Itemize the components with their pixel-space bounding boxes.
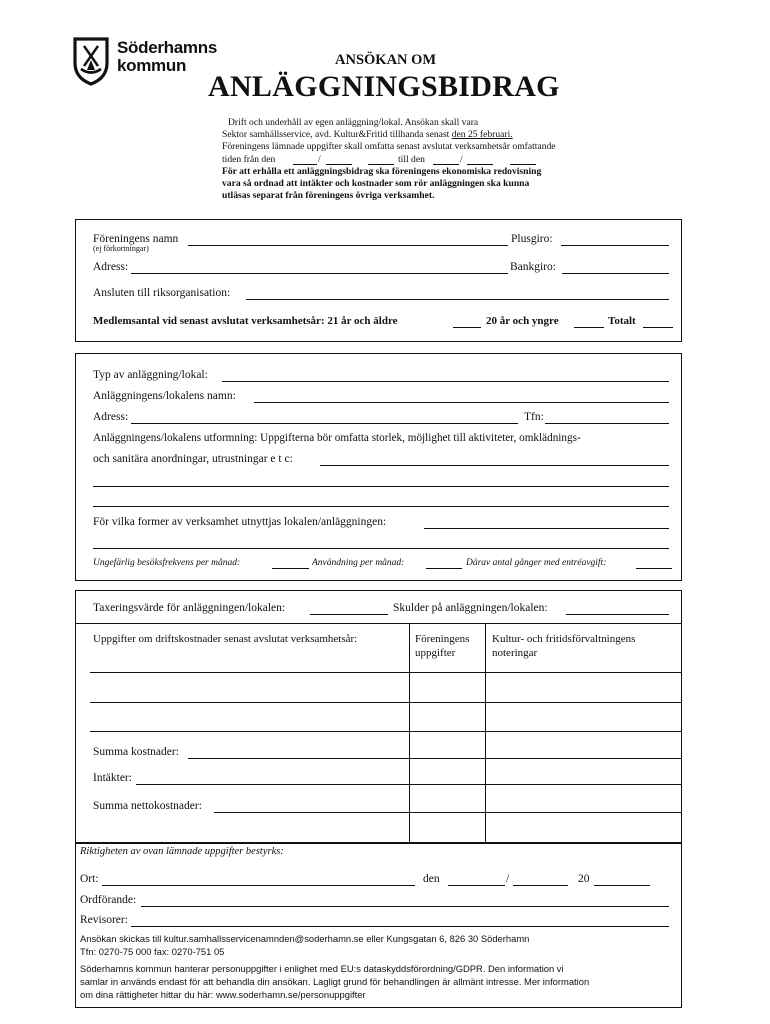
cost-row-field-2[interactable] [90, 731, 409, 732]
table-row-line-1 [90, 672, 409, 673]
plusgiro-field[interactable] [561, 245, 669, 246]
skulder-field[interactable] [566, 614, 669, 615]
revisorer-field[interactable] [131, 926, 669, 927]
table-header-col2-line2: uppgifter [415, 647, 456, 659]
bestyrks-label: Riktigheten av ovan lämnade uppgifter bestyrks: [80, 846, 284, 857]
former-field-2[interactable] [93, 548, 669, 549]
table-col-divider-2 [485, 623, 486, 843]
table-col-divider-1 [409, 623, 410, 843]
intro-line2 [222, 129, 662, 141]
medlem-totalt-field[interactable] [643, 327, 673, 328]
ort-field[interactable] [102, 885, 415, 886]
intro-slash2: / [460, 153, 463, 165]
table-row-line-3b [409, 731, 682, 732]
taxering-label: Taxeringsvärde för anläggningen/lokalen: [93, 602, 286, 614]
riks-label: Ansluten till riksorganisation: [93, 287, 231, 299]
footer-contact [80, 933, 529, 958]
ordforande-label: Ordförande: [80, 894, 137, 906]
utformning-line1: Anläggningens/lokalens utformning: Uppgifterna bör omfatta storlek, möjlighet till aktiviteter, omklädnings- [93, 432, 581, 444]
frekvens-field[interactable] [272, 568, 309, 569]
intakter-field[interactable] [136, 784, 409, 785]
logo [71, 36, 223, 86]
medlem-21-field[interactable] [453, 327, 481, 328]
municipality-crest-icon [71, 36, 111, 86]
former-field-1[interactable] [424, 528, 669, 529]
table-header-col3-line1: Kultur- och fritidsförvaltningens [492, 633, 636, 645]
medlem-label: Medlemsantal vid senast avslutat verksamhetsår: 21 år och äldre [93, 315, 398, 327]
intro-bold2: vara så ordnad att intäkter och kostnader som rör anläggningen ska kunna [222, 178, 530, 189]
intro-line4 [222, 154, 662, 166]
intro-slash1: / [318, 153, 321, 165]
entre-field[interactable] [636, 568, 672, 569]
table-header-col3-line2: noteringar [492, 647, 538, 659]
forening-label: Föreningens namn [93, 233, 179, 245]
medlem-20-field[interactable] [574, 327, 604, 328]
intro-to-label: till den [398, 153, 425, 165]
summa-netto-label: Summa nettokostnader: [93, 800, 202, 812]
gdpr-line3: om dina rättigheter hittar du här: www.soderhamn.se/personuppgifter [80, 989, 366, 1000]
anvandning-label: Användning per månad: [312, 558, 405, 568]
utformning-field-3[interactable] [93, 506, 669, 507]
riks-field[interactable] [246, 299, 669, 300]
date-slash: / [506, 873, 510, 885]
summa-kostnader-label: Summa kostnader: [93, 746, 179, 758]
typ-label: Typ av anläggning/lokal: [93, 369, 208, 381]
intro-from-label: tiden från den [222, 153, 276, 165]
date-day-field[interactable] [448, 885, 505, 886]
utformning-line2: och sanitära anordningar, utrustningar e t c: [93, 453, 293, 465]
bankgiro-label: Bankgiro: [510, 261, 556, 273]
intro-line1: Drift och underhåll av egen anläggning/lokal. Ansökan skall vara [228, 117, 479, 128]
medlem-20-label: 20 år och yngre [486, 315, 559, 327]
table-header-col2-line1: Föreningens [415, 633, 470, 645]
logo-name-line2: kommun [117, 56, 187, 75]
intro-line2-text: Sektor samhällsservice, avd. Kultur&Fritid tillhanda senast [222, 129, 452, 141]
namn-field[interactable] [254, 402, 669, 403]
intro-bold3: utläsas separat från föreningens övriga verksamhet. [222, 190, 435, 202]
bankgiro-field[interactable] [562, 273, 669, 274]
utformning-field-2[interactable] [93, 486, 669, 487]
entre-label: Därav antal gånger med entréavgift: [466, 558, 607, 568]
intro-deadline: den 25 februari. [451, 129, 513, 141]
medlem-totalt-label: Totalt [608, 315, 636, 327]
table-row-line-2b [409, 702, 682, 703]
intro-bold1: För att erhålla ett anläggningsbidrag ska föreningens ekonomiska redovisning [222, 165, 542, 177]
typ-field[interactable] [222, 381, 669, 382]
footer-line2: Tfn: 0270-75 000 fax: 0270-751 05 [80, 945, 225, 957]
former-label: För vilka former av verksamhet utnyttjas lokalen/anläggningen: [93, 516, 387, 528]
adress-label: Adress: [93, 261, 129, 273]
intro-text [222, 117, 662, 202]
date-month-field[interactable] [513, 885, 568, 886]
namn-label: Anläggningens/lokalens namn: [93, 390, 236, 402]
revisorer-label: Revisorer: [80, 914, 128, 926]
cost-row-field-1[interactable] [90, 702, 409, 703]
page-subtitle: ANSÖKAN OM [335, 52, 437, 68]
table-row-line-5b [409, 784, 682, 785]
forening-field[interactable] [188, 245, 508, 246]
frekvens-label: Ungefärlig besöksfrekvens per månad: [93, 558, 241, 568]
summa-netto-field[interactable] [214, 812, 409, 813]
plusgiro-label: Plusgiro: [511, 233, 553, 245]
table-row-line-1b [409, 672, 682, 673]
ordforande-field[interactable] [141, 906, 669, 907]
ort-label: Ort: [80, 873, 99, 885]
footer-gdpr [80, 962, 589, 1001]
tfn-field[interactable] [545, 423, 669, 424]
table-row-line-4b [409, 758, 682, 759]
intakter-label: Intäkter: [93, 772, 132, 784]
anvandning-field[interactable] [426, 568, 462, 569]
skulder-label: Skulder på anläggningen/lokalen: [393, 602, 548, 614]
summa-kostnader-field[interactable] [188, 758, 409, 759]
tfn-label: Tfn: [524, 411, 544, 423]
table-row-line-6b [409, 812, 682, 813]
intro-line3: Föreningens lämnade uppgifter skall omfatta senast avslutat verksamhetsår omfattande [222, 141, 556, 153]
facility-adress-label: Adress: [93, 411, 129, 423]
utformning-field-1[interactable] [320, 465, 669, 466]
footer-line1: Ansökan skickas till kultur.samhallsservicenamnden@soderhamn.se eller Kungsgatan 6, 826 30 Söderhamn [80, 933, 530, 944]
taxering-field[interactable] [310, 614, 388, 615]
year-label: 20 [578, 873, 590, 885]
gdpr-line1: Söderhamns kommun hanterar personuppgifter i enlighet med EU:s dataskyddsförordning/GDPR. Den information vi [80, 963, 564, 974]
page-title: ANLÄGGNINGSBIDRAG [208, 70, 560, 103]
den-label: den [423, 873, 440, 885]
year-field[interactable] [594, 885, 650, 886]
adress-field[interactable] [131, 273, 508, 274]
logo-name-line1: Söderhamns [117, 38, 217, 57]
facility-info-box [75, 353, 682, 581]
forening-note: (ej förkortningar) [93, 244, 149, 253]
gdpr-line2: samlar in används endast för att behandla din ansökan. Lagligt grund för behandlingen är allmänt intresse. Mer information [80, 976, 590, 987]
table-header-col1: Uppgifter om driftskostnader senast avslutat verksamhetsår: [93, 633, 358, 645]
facility-adress-field[interactable] [131, 423, 518, 424]
